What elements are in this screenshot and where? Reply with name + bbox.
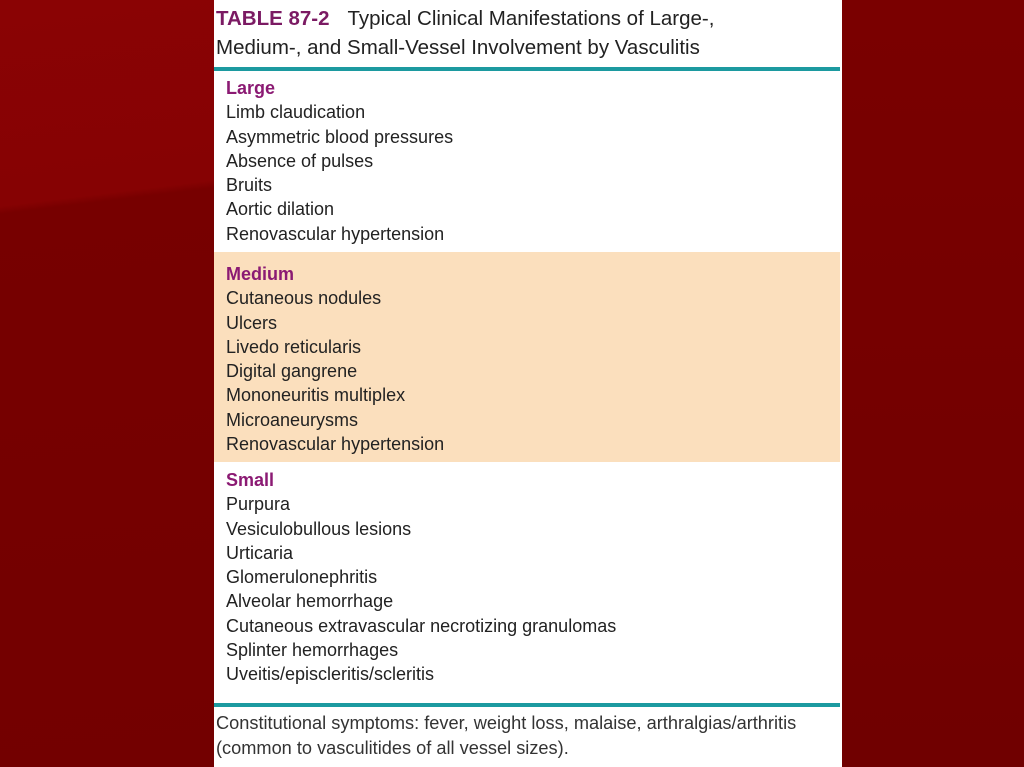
bottom-rule [214, 703, 840, 707]
list-item: Microaneurysms [226, 409, 359, 430]
list-item: Ulcers [226, 312, 278, 333]
list-item: Aortic dilation [226, 199, 335, 220]
list-item: Limb claudication [226, 102, 366, 123]
footnote-line-1: Constitutional symptoms: fever, weight loss, malaise, arthralgias/arthritis [216, 713, 797, 733]
title-text-1: Typical Clinical Manifestations of Large-, [347, 7, 715, 30]
list-item: Renovascular hypertension [226, 223, 445, 244]
list-item: Purpura [226, 494, 291, 515]
list-item: Uveitis/episcleritis/scleritis [226, 664, 435, 685]
slide-background-right [842, 0, 1024, 767]
list-item: Renovascular hypertension [226, 434, 445, 455]
list-item: Glomerulonephritis [226, 567, 378, 588]
section-heading-small: Small [226, 470, 275, 490]
list-item: Urticaria [226, 542, 294, 563]
section-large [214, 76, 840, 250]
top-rule [214, 67, 840, 71]
footnote-line-2: (common to vasculitides of all vessel sizes). [216, 738, 569, 758]
list-item: Splinter hemorrhages [226, 640, 399, 661]
slide-background-left [0, 0, 214, 767]
title-text-2: Medium-, and Small-Vessel Involvement by Vasculitis [216, 36, 700, 59]
list-item: Cutaneous extravascular necrotizing granulomas [226, 615, 617, 636]
list-item: Mononeuritis multiplex [226, 385, 406, 406]
table-number: TABLE 87-2 [216, 7, 330, 30]
section-small [214, 468, 840, 698]
title-line-1 [216, 4, 836, 33]
list-item: Bruits [226, 175, 273, 196]
list-item: Asymmetric blood pressures [226, 126, 454, 147]
section-medium [214, 252, 840, 462]
section-heading-large: Large [226, 78, 276, 98]
list-item: Livedo reticularis [226, 336, 362, 357]
list-item: Cutaneous nodules [226, 288, 382, 309]
list-item: Digital gangrene [226, 361, 358, 382]
table-footnote [216, 711, 840, 761]
table-slide [214, 0, 842, 767]
section-heading-medium: Medium [226, 264, 295, 284]
list-item: Alveolar hemorrhage [226, 591, 394, 612]
list-item: Vesiculobullous lesions [226, 518, 412, 539]
list-item: Absence of pulses [226, 150, 374, 171]
table-title [216, 4, 836, 62]
